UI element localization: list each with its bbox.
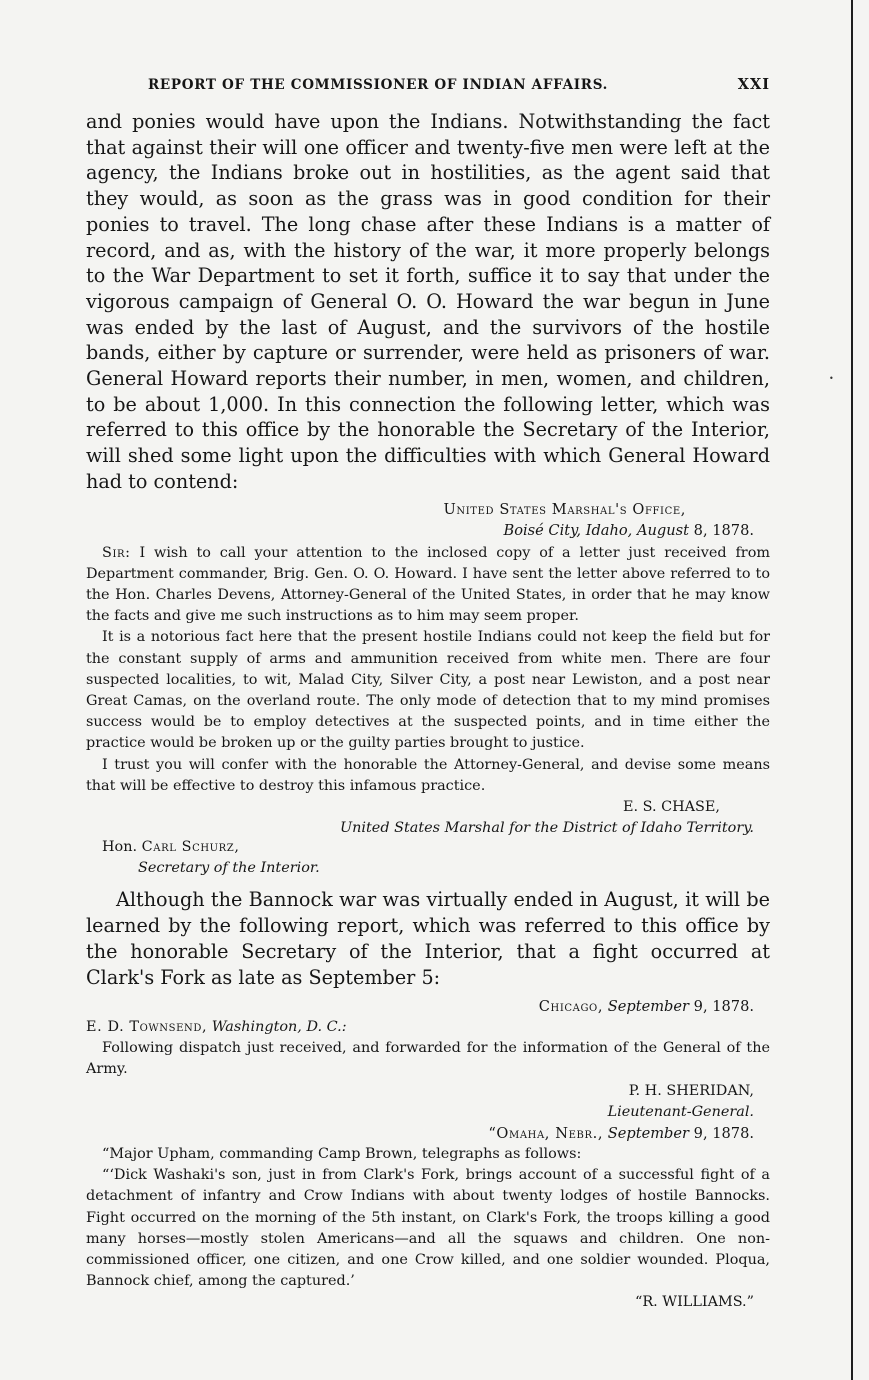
transition-paragraph: Although the Bannock war was virtually ended in August, it will be learned by the following report, which was referred to this office by the honorable Secretary of the Interior, that a fight occurred at Clark's Fork as late as September 5: [86,888,770,989]
letter-paragraph-1: Sir: I wish to call your attention to the inclosed copy of a letter just received from Department commander, Brig. Gen. O. O. Howard. I have sent the letter above referred to to the Hon. Charles Devens, Attorney-General of the United States, in order that he may know the facts and give me such instructions as to him may seem proper. [86,544,770,625]
salutation: Sir: [102,544,131,561]
inner-signature: “R. WILLIAMS.” [634,1294,754,1311]
speck-mark: • [829,374,834,383]
inner-quote: “‘Dick Washaki's son, just in from Clark's Fork, brings account of a successful fight of a detachment of infantry and Crow Indians with about twenty lodges of hostile Bannocks. Fight occurred on the morning of the 5th instant, on Clark's Fork, the troops killing a good many horses—mostly stolen Americans—and all the squaws and children. One non-commissioned officer, one citizen, and one Crow killed, and one soldier wounded. Ploqua, Bannock chief, among the captured.’ [86,1167,770,1290]
dispatch-signature-title: Lieutenant-General. [607,1103,754,1120]
marshal-letter [86,499,770,880]
addressee-title: Secretary of the Interior. [138,860,320,877]
letter-signature-title: United States Marshal for the District of Idaho Territory. [340,820,754,837]
letter-office-line: United States Marshal's Office, [443,500,686,518]
page-title: REPORT OF THE COMMISSIONER OF INDIAN AFFAIRS. [148,77,609,93]
inner-line-1: “Major Upham, commanding Camp Brown, telegraphs as follows: [102,1146,582,1163]
running-head [148,76,770,93]
intro-paragraph: and ponies would have upon the Indians. Notwithstanding the fact that against their will one officer and twenty-five men were left at the agency, the Indians broke out in hostilities, as the agent said that they would, as soon as the grass was in good condition for their ponies to travel. The long chase after these Indians is a matter of record, and as, with the history of the war, it more properly belongs to the War Department to set it forth, suffice it to say that under the vigorous campaign of General O. O. Howard the war begun in June was ended by the last of August, and the survivors of the hostile bands, either by capture or surrender, were held as prisoners of war. General Howard reports their number, in men, women, and children, to be about 1,000. In this connection the following letter, which was referred to this office by the honorable the Secretary of the Interior, will shed some light upon the difficulties with which General Howard had to contend: [86,110,770,493]
letter-dateline: Boisé City, Idaho, August 8, 1878. [503,521,754,539]
document-page [86,76,770,1314]
dispatch-body: Following dispatch just received, and forwarded for the information of the General of the Army. [86,1040,770,1078]
inner-dateline: “Omaha, Nebr., September 9, 1878. [488,1125,754,1143]
letter-paragraph-2: It is a notorious fact here that the present hostile Indians could not keep the field but for the constant supply of arms and ammunition received from white men. There are four suspected localities, to wit, Malad City, Silver City, a post near Lewiston, and a post near Great Camas, on the overland route. The only mode of detection that to my mind promises success would be to employ detectives at the suspected points, and in time either the practice would be broken up or the guilty parties brought to justice. [86,629,770,752]
letter-paragraph-3: I trust you will confer with the honorable the Attorney-General, and devise some means that will be effective to destroy this infamous practice. [86,756,770,794]
page-number: XXI [737,76,770,93]
dispatch-recipient: E. D. Townsend, Washington, D. C.: [86,1019,347,1036]
dispatch-dateline: Chicago, September 9, 1878. [538,998,754,1016]
page-edge-rule [851,0,853,1380]
dispatch-signature: P. H. SHERIDAN, [628,1082,754,1099]
dispatch [86,996,770,1313]
letter-signature: E. S. CHASE, [622,798,720,815]
addressee: Hon. Carl Schurz, [102,839,240,856]
